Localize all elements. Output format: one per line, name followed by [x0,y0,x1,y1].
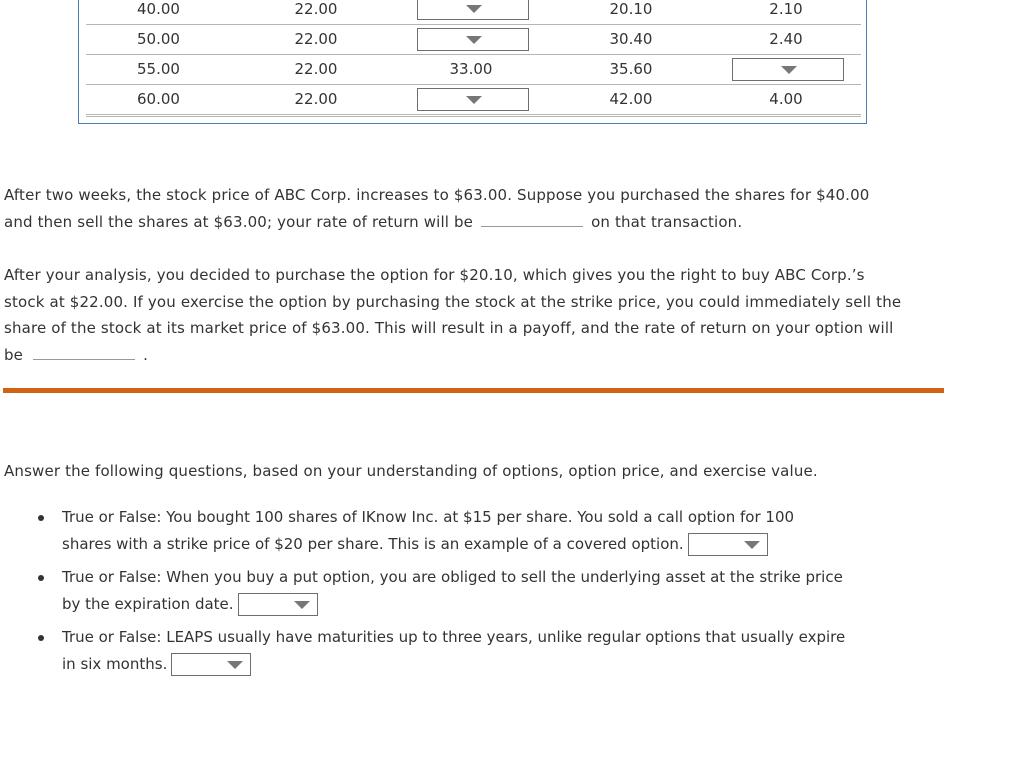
question-line [62,531,912,558]
paragraph-line: After two weeks, the stock price of ABC Corp. increases to $63.00. Suppose you purchased the shares for $40.00 [4,186,870,204]
section-divider [3,388,944,393]
list-item [38,624,918,678]
stock-return-paragraph [4,182,949,235]
stock-price-cell: 40.00 [137,0,180,18]
paragraph-text: and then sell the shares at $63.00; your rate of return will be [4,212,474,231]
strike-price-cell: 22.00 [294,60,338,78]
paragraph-text: on that transaction. [591,212,743,231]
true-false-dropdown[interactable] [238,593,318,616]
question-line: True or False: When you buy a put option, you are obliged to sell the underlying asset at the strike price [62,568,843,586]
table-row [86,54,861,85]
paragraph-line [4,342,949,369]
question-text: shares with a strike price of $20 per share. This is an example of a covered option. [62,534,684,553]
chevron-down-icon [466,5,482,13]
premium-cell: 4.00 [769,90,803,108]
option-price-cell: 30.40 [609,30,653,48]
paragraph-line: share of the stock at its market price of $63.00. This will result in a payoff, and the rate of return on your option will [4,319,894,337]
true-false-dropdown[interactable] [688,533,768,556]
section-intro: Answer the following questions, based on your understanding of options, option price, and exercise value. [4,462,818,480]
stock-price-cell: 50.00 [137,30,180,48]
chevron-down-icon [744,541,760,549]
premium-dropdown[interactable] [732,58,844,81]
strike-price-cell: 22.00 [294,0,338,18]
premium-cell: 2.40 [769,30,803,48]
question-text: by the expiration date. [62,594,234,613]
strike-price-cell: 22.00 [294,90,338,108]
list-item [38,504,918,558]
question-line [62,651,912,678]
table-row [86,0,861,25]
option-price-cell: 35.60 [609,60,653,78]
exercise-value-dropdown[interactable] [417,0,529,20]
paragraph-line [4,209,949,236]
paragraph-line: After your analysis, you decided to purchase the option for $20.10, which gives you the right to buy ABC Corp.’s [4,266,865,284]
paragraph-line: stock at $22.00. If you exercise the option by purchasing the stock at the strike price, you could immediately sell the [4,292,902,311]
exercise-value-cell: 33.00 [449,60,493,78]
stock-return-answer-blank[interactable] [481,212,583,227]
question-line: True or False: You bought 100 shares of IKnow Inc. at $15 per share. You sold a call option for 100 [62,508,795,526]
bullet-icon [38,515,44,521]
question-line: True or False: LEAPS usually have maturities up to three years, unlike regular options that usually expire [62,628,846,646]
question-line [62,591,912,618]
exercise-value-dropdown[interactable] [417,28,529,51]
stock-price-cell: 60.00 [137,90,180,108]
true-false-dropdown[interactable] [171,653,251,676]
stock-price-cell: 55.00 [137,60,180,78]
chevron-down-icon [466,36,482,44]
table-row [86,84,861,117]
list-item [38,564,918,618]
chevron-down-icon [294,601,310,609]
bullet-icon [38,635,44,641]
option-return-answer-blank[interactable] [33,345,135,360]
table-row [86,24,861,55]
option-price-cell: 42.00 [609,90,653,108]
paragraph-text: . [143,345,148,364]
question-text: in six months. [62,654,168,673]
chevron-down-icon [466,96,482,104]
chevron-down-icon [227,661,243,669]
chevron-down-icon [781,66,797,74]
paragraph-text: be [4,345,24,364]
bullet-icon [38,575,44,581]
option-return-paragraph [4,262,949,368]
option-price-cell: 20.10 [609,0,653,18]
exercise-value-dropdown[interactable] [417,88,529,111]
strike-price-cell: 22.00 [294,30,338,48]
premium-cell: 2.10 [769,0,803,18]
